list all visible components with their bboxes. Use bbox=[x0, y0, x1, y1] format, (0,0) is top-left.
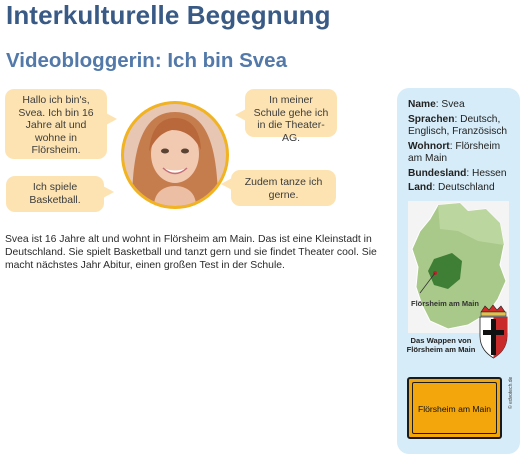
name-value: : Svea bbox=[435, 99, 465, 110]
profile-country-row bbox=[408, 182, 516, 195]
profile-panel bbox=[397, 88, 520, 454]
languages-value: : Deutsch, Englisch, Französisch bbox=[408, 113, 508, 137]
profile-state-row bbox=[408, 168, 516, 181]
state-value: : Hessen bbox=[466, 167, 507, 179]
state-label: Bundesland bbox=[408, 167, 467, 179]
coat-of-arms-icon bbox=[477, 304, 510, 360]
page-subtitle: Videobloggerin: Ich bin Svea bbox=[6, 49, 287, 72]
speech-bubble-intro: Hallo ich bin's, Svea. Ich bin 16 Jahre alt und wohne in Flörsheim. bbox=[5, 89, 107, 159]
description-paragraph: Svea ist 16 Jahre alt und wohnt in Flörsheim am Main. Das ist eine Kleinstadt in Deutschland. Sie spielt Basketball und tanzt gern und sie findet Theater cool. Sie macht nächstes Jahr Abitur, einen großen Test in der Schule. bbox=[5, 234, 377, 271]
speech-bubble-dance: Zudem tanze ich gerne. bbox=[231, 170, 336, 206]
coat-of-arms-caption: Das Wappen von Flörsheim am Main bbox=[406, 336, 476, 355]
profile-name-row bbox=[408, 99, 516, 112]
map-label: Flörsheim am Main bbox=[411, 299, 479, 308]
country-value: : Deutschland bbox=[432, 182, 495, 193]
residence-label: Wohnort bbox=[408, 140, 450, 152]
speech-bubble-basketball: Ich spiele Basketball. bbox=[6, 176, 104, 212]
country-label: Land bbox=[408, 182, 433, 193]
town-sign-text: Flörsheim am Main bbox=[417, 404, 492, 414]
residence-value: : Flörsheim am Main bbox=[408, 140, 501, 164]
portrait-illustration bbox=[124, 104, 226, 206]
profile-info bbox=[408, 99, 516, 197]
image-credit: © edvotech.de bbox=[508, 376, 514, 409]
coat-of-arms-graphic bbox=[477, 304, 510, 360]
languages-label: Sprachen bbox=[408, 113, 455, 125]
profile-residence-row bbox=[408, 141, 516, 166]
page-title: Interkulturelle Begegnung bbox=[6, 0, 331, 30]
name-label: Name bbox=[408, 99, 436, 110]
profile-languages-row bbox=[408, 114, 516, 139]
speech-bubble-theater: In meiner Schule gehe ich in die Theater-AG. bbox=[245, 89, 337, 137]
town-sign bbox=[407, 377, 502, 439]
svea-portrait bbox=[121, 101, 229, 209]
